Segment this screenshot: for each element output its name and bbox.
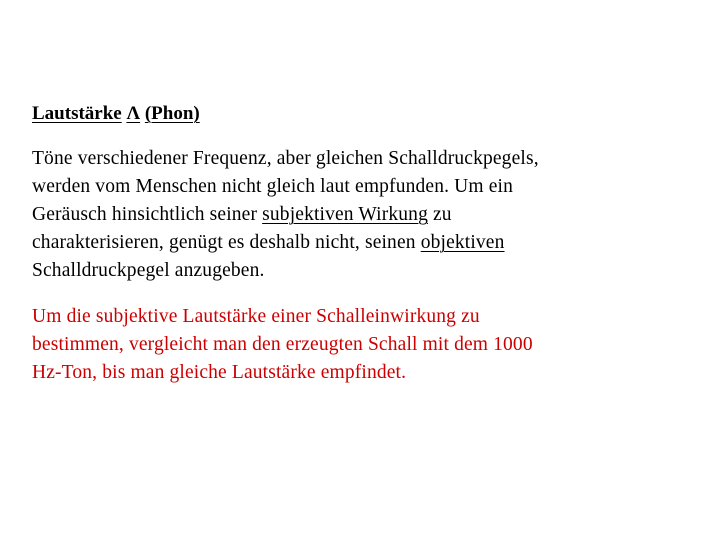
- underlined-term-objective: objektiven: [420, 232, 505, 253]
- paragraph-definition: [32, 145, 539, 285]
- paragraph-line: [32, 229, 539, 257]
- paragraph-line: Um die subjektive Lautstärke einer Schalleinwirkung zu: [32, 306, 480, 327]
- heading-unit: (Phon): [144, 103, 200, 124]
- text-fragment: charakterisieren, genügt es deshalb nicht, seinen: [32, 232, 421, 253]
- text-fragment: zu: [427, 204, 452, 225]
- paragraph-line: bestimmen, vergleicht man den erzeugten Schall mit dem 1000: [32, 334, 533, 355]
- paragraph-line: werden vom Menschen nicht gleich laut empfunden. Um ein: [32, 176, 513, 197]
- paragraph-method: [32, 303, 533, 387]
- paragraph-line: Hz-Ton, bis man gleiche Lautstärke empfindet.: [32, 362, 407, 383]
- paragraph-line: Töne verschiedener Frequenz, aber gleichen Schalldruckpegels,: [32, 148, 539, 169]
- heading-symbol: Λ: [126, 103, 141, 124]
- text-fragment: Geräusch hinsichtlich seiner: [32, 204, 263, 225]
- underlined-term-subjective: subjektiven Wirkung: [262, 204, 428, 225]
- paragraph-line: Schalldruckpegel anzugeben.: [32, 260, 265, 281]
- slide-heading: [32, 101, 200, 127]
- paragraph-line: [32, 201, 539, 229]
- heading-title: Lautstärke: [32, 103, 122, 124]
